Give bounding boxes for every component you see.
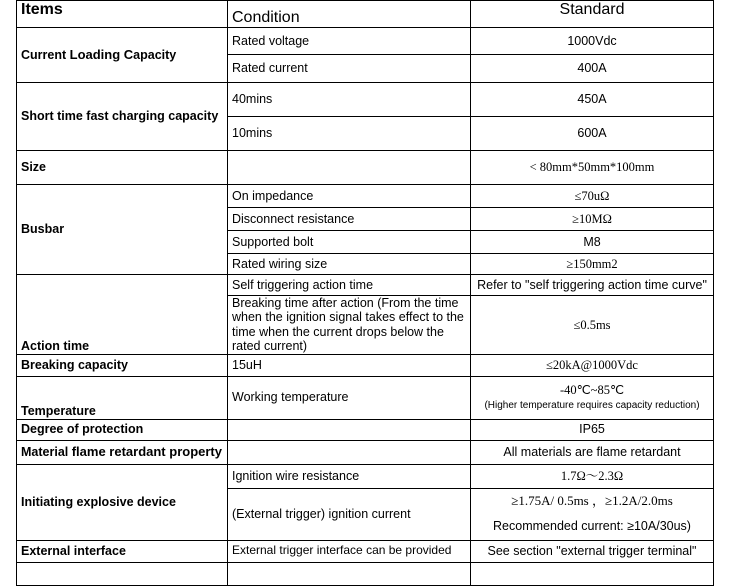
item-external-interface: External interface [17, 540, 228, 562]
condition-cell [228, 440, 471, 464]
condition-cell: Supported bolt [228, 231, 471, 254]
table-row [17, 151, 714, 185]
header-row [17, 1, 714, 28]
header-condition: Condition [228, 1, 471, 28]
standard-cell: 1000Vdc [471, 28, 714, 55]
standard-cell: See section "external trigger terminal" [471, 540, 714, 562]
table-row [17, 440, 714, 464]
blank-cell [17, 562, 228, 585]
condition-cell: Ignition wire resistance [228, 464, 471, 488]
standard-cell: 400A [471, 55, 714, 83]
condition-cell: Self triggering action time [228, 275, 471, 296]
condition-cell: External trigger interface can be provided [228, 540, 471, 562]
standard-cell: ≥150mm2 [471, 254, 714, 275]
item-size: Size [17, 151, 228, 185]
standard-cell: 1.7Ω～2.3Ω [471, 464, 714, 488]
temperature-range: -40℃~85℃ [559, 383, 624, 398]
condition-cell: 10mins [228, 117, 471, 151]
table-row [17, 275, 714, 296]
table-row [17, 83, 714, 117]
condition-cell: Breaking time after action (From the time when the ignition signal takes effect to the time when the current drops below the rated current) [228, 296, 471, 355]
standard-cell: Refer to "self triggering action time curve" [471, 275, 714, 296]
standard-cell: 450A [471, 83, 714, 117]
table-row [17, 419, 714, 440]
header-standard: Standard [471, 1, 714, 28]
condition-cell: 40mins [228, 83, 471, 117]
temperature-note: (Higher temperature requires capacity reduction) [484, 400, 700, 412]
standard-cell: 600A [471, 117, 714, 151]
condition-cell: (External trigger) ignition current [228, 488, 471, 540]
standard-cell: ≤0.5ms [471, 296, 714, 355]
item-protection: Degree of protection [17, 419, 228, 440]
table-row [17, 376, 714, 419]
ignition-current-line-1: ≥1.75A/ 0.5ms ，≥1.2A/2.0ms [511, 493, 673, 509]
table-row [17, 185, 714, 208]
standard-cell: < 80mm*50mm*100mm [471, 151, 714, 185]
condition-cell [228, 151, 471, 185]
item-breaking-capacity: Breaking capacity [17, 354, 228, 376]
item-temperature: Temperature [17, 376, 228, 419]
standard-cell [471, 376, 714, 419]
blank-cell [471, 562, 714, 585]
item-initiating: Initiating explosive device [17, 464, 228, 540]
condition-cell: Working temperature [228, 376, 471, 419]
standard-cell [471, 488, 714, 540]
condition-cell [228, 419, 471, 440]
blank-cell [228, 562, 471, 585]
table-row [17, 562, 714, 585]
item-busbar: Busbar [17, 185, 228, 275]
condition-cell: Disconnect resistance [228, 208, 471, 231]
table-row [17, 540, 714, 562]
ignition-current-line-2: Recommended current: ≥10A/30us) [493, 519, 691, 534]
standard-cell: ≤70uΩ [471, 185, 714, 208]
standard-cell: M8 [471, 231, 714, 254]
header-items: Items [17, 1, 228, 28]
condition-cell: Rated wiring size [228, 254, 471, 275]
standard-cell: IP65 [471, 419, 714, 440]
item-material: Material flame retardant property [17, 440, 228, 464]
item-short-time: Short time fast charging capacity [17, 83, 228, 151]
condition-cell: On impedance [228, 185, 471, 208]
item-current-loading: Current Loading Capacity [17, 28, 228, 83]
table-row [17, 464, 714, 488]
table-row [17, 354, 714, 376]
condition-cell: Rated voltage [228, 28, 471, 55]
condition-cell: 15uH [228, 354, 471, 376]
standard-cell: ≥10MΩ [471, 208, 714, 231]
table-row [17, 28, 714, 55]
standard-cell: ≤20kA@1000Vdc [471, 354, 714, 376]
condition-cell: Rated current [228, 55, 471, 83]
standard-cell: All materials are flame retardant [471, 440, 714, 464]
item-action-time: Action time [17, 275, 228, 355]
spec-table [16, 0, 714, 586]
